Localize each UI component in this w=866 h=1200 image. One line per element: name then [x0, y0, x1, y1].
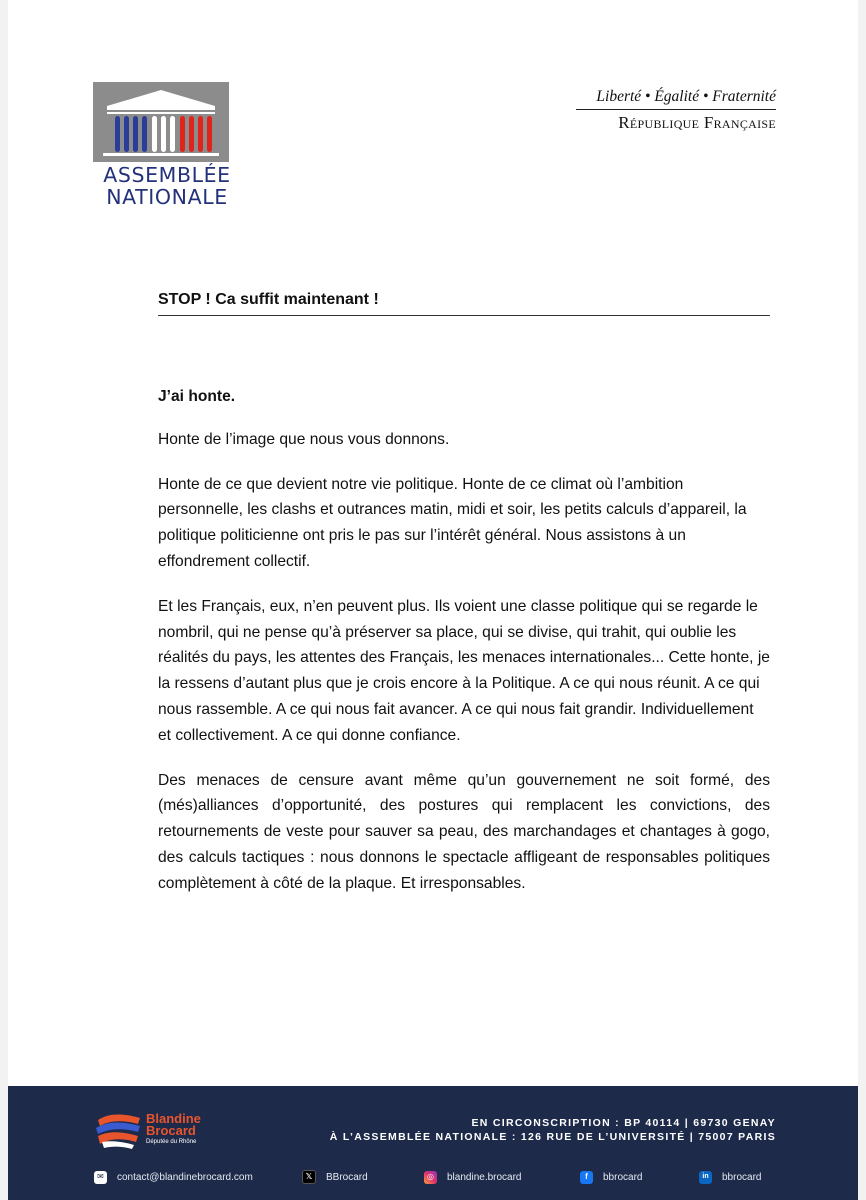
address-line-assemblee: À L’ASSEMBLÉE NATIONALE : 126 RUE DE L’UNIVERSITÉ | 75007 PARIS [329, 1131, 776, 1143]
contact-instagram[interactable] [424, 1168, 522, 1186]
paragraph-2: Honte de ce que devient notre vie politique. Honte de ce climat où l’ambition personnelle, les clashs et outrances matin, midi et soir, les petits calculs d’appareil, la politique politicienne ont pris le pas sur l’intérêt général. Nous assistons à un effondrement collectif. [158, 475, 747, 570]
contact-bar [94, 1168, 784, 1186]
republic-divider [576, 109, 776, 110]
contact-linkedin-text: bbrocard [722, 1171, 762, 1183]
assemblee-wordmark-line1: ASSEMBLÉE [103, 163, 231, 187]
footer-address [330, 1116, 776, 1144]
brand-last-name: Brocard [146, 1123, 196, 1138]
letter-body [158, 384, 770, 916]
contact-x-text: BBrocard [326, 1171, 368, 1183]
assemblee-nationale-logo [93, 82, 241, 210]
brocard-brand-logo [94, 1110, 244, 1154]
republic-name: République Française [618, 113, 776, 132]
republic-motto: Liberté • Égalité • Fraternité [596, 88, 776, 105]
brand-subtitle: Députée du Rhône [146, 1139, 197, 1145]
assemblee-building-icon [93, 82, 241, 164]
contact-facebook[interactable] [580, 1168, 642, 1186]
letter-page [8, 0, 858, 1200]
linkedin-icon: in [699, 1171, 712, 1184]
contact-x[interactable] [302, 1168, 368, 1186]
mail-icon: ✉ [94, 1171, 107, 1184]
paragraph-4: Des menaces de censure avant même qu’un gouvernement ne soit formé, des (més)alliances d’opportunité, des postures qui remplacent les convictions, des retournements de veste pour sauver sa peau, des marchandages et chantages à gogo, des calculs tactiques : nous donnons le spectacle affligeant de responsables politiques complètement à côté de la plaque. Et irresponsables. [158, 771, 770, 892]
letter-title: STOP ! Ca suffit maintenant ! [158, 289, 770, 316]
brand-ribbon-icon [94, 1112, 142, 1150]
paragraph-1: Honte de l’image que nous vous donnons. [158, 430, 450, 448]
contact-instagram-text: blandine.brocard [447, 1171, 522, 1183]
x-icon: 𝕏 [302, 1170, 316, 1184]
instagram-icon: ◎ [424, 1171, 437, 1184]
letter-footer [8, 1086, 858, 1200]
address-line-circonscription: EN CIRCONSCRIPTION : BP 40114 | 69730 GENAY [471, 1117, 776, 1129]
lead-sentence: J’ai honte. [158, 388, 236, 405]
contact-linkedin[interactable] [699, 1168, 761, 1186]
paragraph-3: Et les Français, eux, n’en peuvent plus. Ils voient une classe politique qui se regarde le nombril, qui ne pense qu’à préserver sa place, qui se divise, qui trahit, qui oublie les réalités du pays, les attentes des Français, les menaces internationales... Cette honte, je la ressens d’autant plus que je crois encore à la Politique. A ce qui nous réunit. A ce qui nous rassemble. A ce qui nous fait avancer. A ce qui nous fait grandir. Individuellement et collectivement. A ce qui donne confiance. [158, 597, 770, 744]
republique-francaise-block [576, 88, 776, 133]
brand-first-name: Blandine [146, 1111, 201, 1126]
facebook-icon: f [580, 1171, 593, 1184]
contact-facebook-text: bbrocard [603, 1171, 643, 1183]
contact-email[interactable] [94, 1168, 253, 1186]
assemblee-wordmark-line2: NATIONALE [106, 185, 228, 209]
contact-email-text: contact@blandinebrocard.com [117, 1171, 253, 1183]
